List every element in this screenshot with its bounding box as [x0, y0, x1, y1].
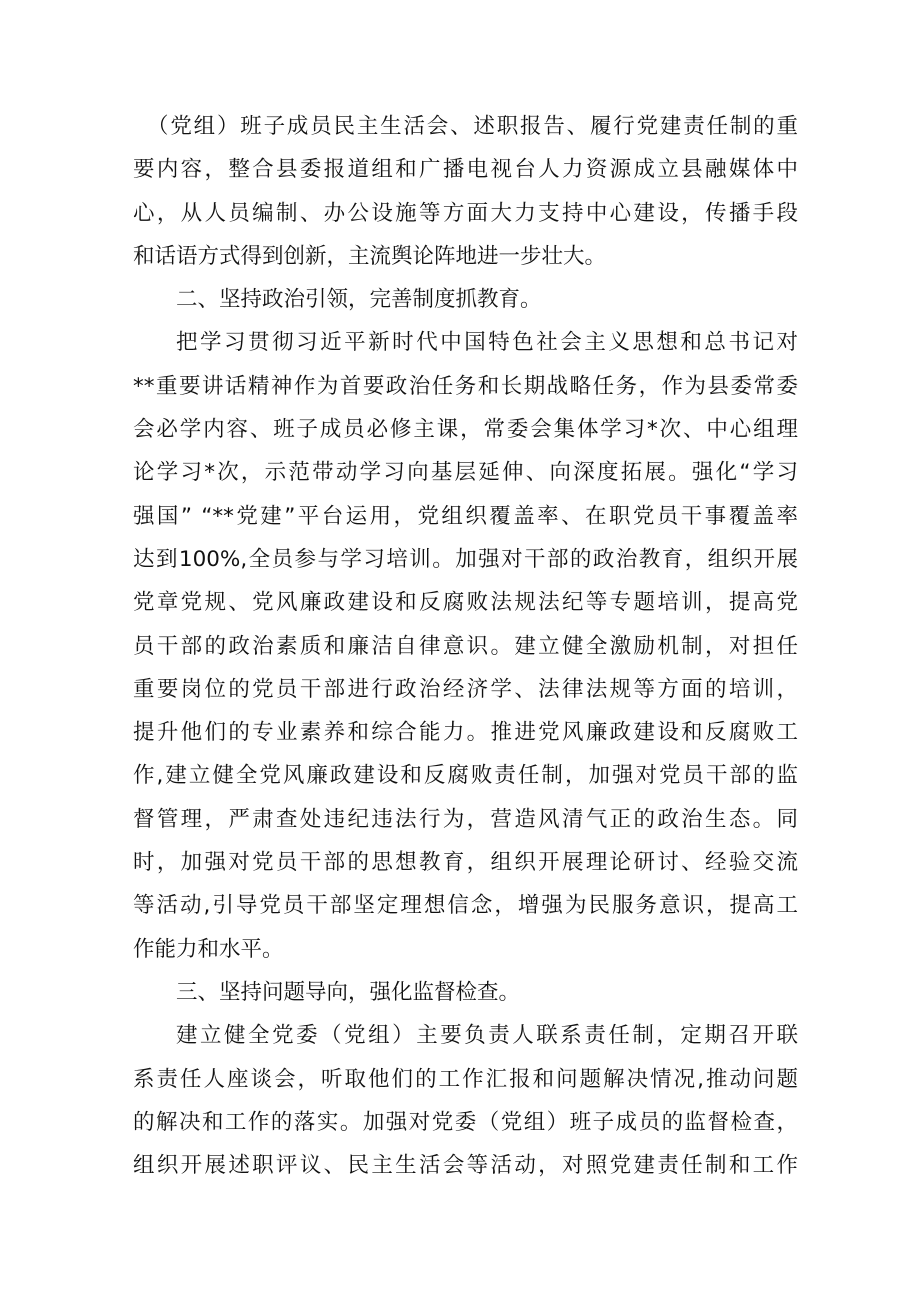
text-line: 督管理，严肃查处违纪违法行为，营造风清气正的政治生态。同	[133, 806, 798, 832]
text-line: 会必学内容、班子成员必修主课，常委会集体学习*次、中心组理	[133, 417, 798, 443]
text-line: 达到100%,全员参与学习培训。加强对干部的政治教育，组织开展	[133, 546, 798, 572]
text-line: **重要讲话精神作为首要政治任务和长期战略任务，作为县委常委	[133, 373, 798, 399]
text-line: 提升他们的专业素养和综合能力。推进党风廉政建设和反腐败工	[133, 720, 798, 746]
section-heading: 三、坚持问题导向，强化监督检查。	[176, 979, 521, 1005]
text-line: 建立健全党委（党组）主要负责人联系责任制，定期召开联	[176, 1023, 798, 1049]
text-line: 要内容，整合县委报道组和广播电视台人力资源成立县融媒体中	[133, 157, 798, 183]
text-line: 员干部的政治素质和廉洁自律意识。建立健全激励机制，对担任	[133, 633, 798, 659]
text-line: 等活动,引导党员干部坚定理想信念，增强为民服务意识，提高工	[133, 893, 798, 919]
text-line: 系责任人座谈会，听取他们的工作汇报和问题解决情况,推动问题	[133, 1066, 798, 1092]
text-line: 作,建立健全党风廉政建设和反腐败责任制，加强对党员干部的监	[133, 763, 798, 789]
text-line: 作能力和水平。	[133, 936, 284, 962]
text-line: 组织开展述职评议、民主生活会等活动，对照党建责任制和工作	[133, 1153, 798, 1179]
text-line: 把学习贯彻习近平新时代中国特色社会主义思想和总书记对	[176, 330, 798, 356]
text-line: 的解决和工作的落实。加强对党委（党组）班子成员的监督检查，	[133, 1109, 798, 1135]
text-line: 论学习*次，示范带动学习向基层延伸、向深度拓展。强化“学习	[133, 460, 798, 486]
text-line: 强国” “**党建”平台运用，党组织覆盖率、在职党员干事覆盖率	[133, 503, 798, 529]
text-line: 重要岗位的党员干部进行政治经济学、法律法规等方面的培训，	[133, 676, 798, 702]
section-heading: 二、坚持政治引领，完善制度抓教育。	[176, 287, 542, 313]
document-body	[133, 105, 798, 1187]
text-line: 时，加强对党员干部的思想教育，组织开展理论研讨、经验交流	[133, 850, 798, 876]
text-line: 和话语方式得到创新，主流舆论阵地进一步壮大。	[133, 243, 607, 269]
text-line: 心，从人员编制、办公设施等方面大力支持中心建设，传播手段	[133, 200, 798, 226]
text-line: （党组）班子成员民主生活会、述职报告、履行党建责任制的重	[147, 114, 798, 139]
text-line: 党章党规、党风廉政建设和反腐败法规法纪等专题培训，提高党	[133, 590, 798, 616]
